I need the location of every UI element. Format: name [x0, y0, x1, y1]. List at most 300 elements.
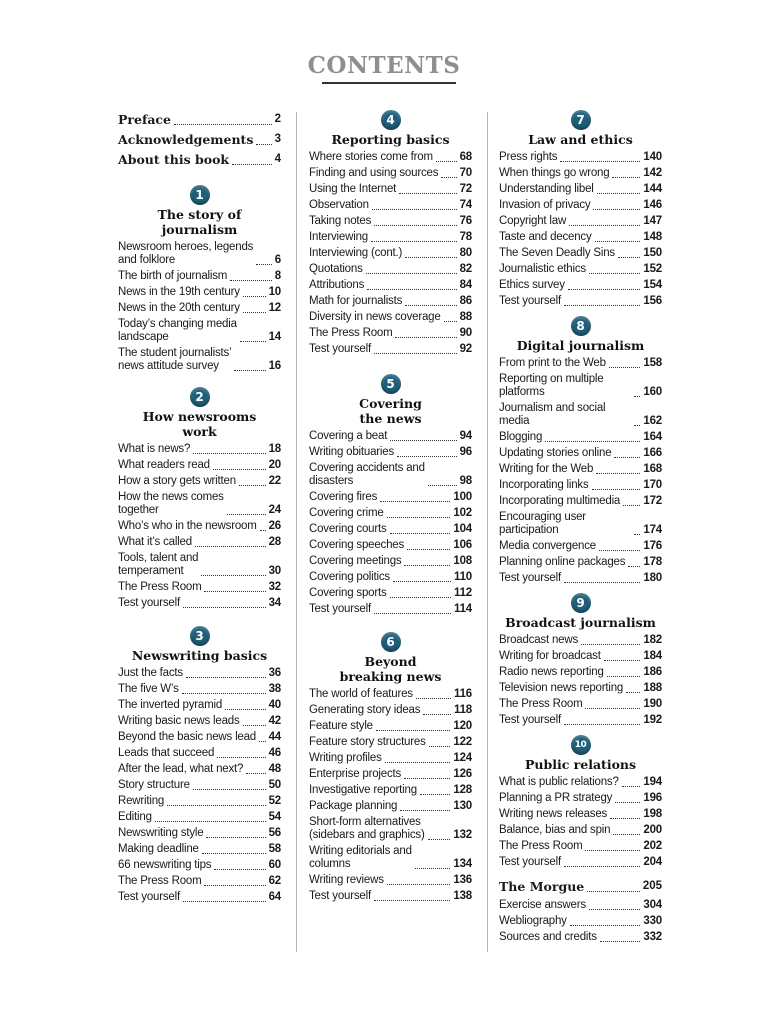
page-number: 174	[643, 524, 662, 536]
toc-entry[interactable]	[118, 779, 281, 792]
entry-title: After the lead, what next?	[118, 763, 244, 775]
entry-title: Making deadline	[118, 843, 199, 855]
toc-entry[interactable]	[118, 581, 281, 594]
entry-title: Covering speeches	[309, 539, 405, 551]
chapter-heading	[118, 387, 281, 439]
entry-title: Covering politics	[309, 571, 390, 583]
entry-title: Blogging	[499, 431, 543, 443]
toc-entry[interactable]	[309, 784, 472, 797]
entry-title: Test yourself	[309, 603, 371, 615]
dot-leader	[405, 257, 456, 258]
toc-entry[interactable]	[499, 634, 662, 647]
page-number: 70	[459, 167, 472, 179]
toc-entry[interactable]	[309, 845, 472, 871]
toc-entry[interactable]	[118, 302, 281, 315]
toc-entry[interactable]	[499, 402, 662, 428]
toc-entry[interactable]	[118, 520, 281, 533]
dot-leader	[214, 869, 265, 870]
dot-leader	[570, 925, 641, 926]
toc-entry[interactable]	[499, 215, 662, 228]
entry-title: Editing	[118, 811, 152, 823]
toc-entry[interactable]	[118, 891, 281, 904]
dot-leader	[416, 698, 451, 699]
page-number: 84	[459, 279, 472, 291]
entry-title: Enterprise projects	[309, 768, 402, 780]
page-number: 146	[643, 199, 662, 211]
entry-title: Sources and credits	[499, 931, 597, 943]
chapter-entries	[118, 443, 281, 610]
entry-title: Ethics survey	[499, 279, 565, 291]
page-number: 158	[643, 357, 662, 369]
entry-title: Tools, talent and temperament	[118, 552, 199, 577]
entry-title: The birth of journalism	[118, 270, 228, 282]
page-number: 147	[643, 215, 662, 227]
entry-title: Test yourself	[499, 714, 561, 726]
page-number: 150	[643, 247, 662, 259]
toc-entry[interactable]	[118, 795, 281, 808]
toc-entry[interactable]	[309, 587, 472, 600]
entry-title: Writing obituaries	[309, 446, 395, 458]
dot-leader	[399, 193, 456, 194]
toc-entry[interactable]	[118, 843, 281, 856]
page-number: 90	[459, 327, 472, 339]
chapter-section	[499, 110, 662, 308]
entry-title: Beyond the basic news lead	[118, 731, 257, 743]
page-number: 124	[453, 752, 472, 764]
page-number: 120	[453, 720, 472, 732]
dot-leader	[217, 757, 265, 758]
chapter-title: Beyond breaking news	[339, 654, 442, 684]
page-number: 152	[643, 263, 662, 275]
entry-title: Using the Internet	[309, 183, 397, 195]
toc-entry[interactable]	[118, 859, 281, 872]
entry-title: What it’s called	[118, 536, 192, 548]
dot-leader	[428, 839, 451, 840]
toc-entry[interactable]	[118, 731, 281, 744]
chapter-entries	[118, 241, 281, 373]
dot-leader	[560, 161, 640, 162]
page-number: 58	[268, 843, 281, 855]
toc-entry[interactable]	[499, 879, 662, 894]
page-number: 64	[268, 891, 281, 903]
page-number: 24	[268, 504, 281, 516]
toc-entry[interactable]	[499, 540, 662, 553]
toc-entry[interactable]	[309, 430, 472, 443]
dot-leader	[612, 177, 640, 178]
dot-leader	[568, 289, 641, 290]
entry-title: Test yourself	[118, 891, 180, 903]
toc-entry[interactable]	[499, 295, 662, 308]
entry-title: Diversity in news coverage	[309, 311, 441, 323]
page-number: 205	[642, 880, 662, 892]
toc-entry[interactable]	[118, 112, 281, 127]
toc-entry[interactable]	[309, 263, 472, 276]
toc-entry[interactable]	[309, 295, 472, 308]
chapter-number-badge: 6	[381, 632, 401, 652]
dot-leader	[613, 834, 640, 835]
dot-leader	[436, 161, 457, 162]
page-number: 102	[453, 507, 472, 519]
toc-entry[interactable]	[499, 479, 662, 492]
page-number: 134	[453, 858, 472, 870]
dot-leader	[390, 597, 452, 598]
entry-title: Covering fires	[309, 491, 378, 503]
dot-leader	[174, 124, 272, 125]
page-number: 114	[454, 603, 472, 615]
page-number: 3	[274, 133, 281, 145]
dot-leader	[622, 786, 641, 787]
contents-column-3	[499, 110, 662, 947]
dot-leader	[193, 453, 265, 454]
toc-entry[interactable]	[309, 199, 472, 212]
toc-entry[interactable]	[499, 792, 662, 805]
entry-title: The Press Room	[118, 875, 202, 887]
toc-entry[interactable]	[309, 523, 472, 536]
dot-leader	[564, 582, 640, 583]
entry-title: Planning a PR strategy	[499, 792, 613, 804]
dot-leader	[596, 473, 640, 474]
toc-entry[interactable]	[499, 824, 662, 837]
toc-entry[interactable]	[309, 507, 472, 520]
dot-leader	[564, 305, 640, 306]
toc-entry[interactable]	[309, 231, 472, 244]
toc-entry[interactable]	[499, 447, 662, 460]
dot-leader	[260, 530, 266, 531]
toc-entry[interactable]	[118, 683, 281, 696]
toc-entry[interactable]	[499, 167, 662, 180]
toc-entry[interactable]	[499, 698, 662, 711]
entry-title: Feature story structures	[309, 736, 426, 748]
page-number: 32	[268, 581, 281, 593]
page-number: 98	[459, 475, 472, 487]
toc-entry[interactable]	[499, 682, 662, 695]
entry-title: Television news reporting	[499, 682, 624, 694]
entry-title: Test yourself	[499, 295, 561, 307]
entry-title: Test yourself	[309, 890, 371, 902]
entry-title: Writing news releases	[499, 808, 608, 820]
toc-entry[interactable]	[499, 572, 662, 585]
toc-entry[interactable]	[118, 747, 281, 760]
dot-leader	[395, 337, 456, 338]
entry-title: Attributions	[309, 279, 365, 291]
entry-title: The five W’s	[118, 683, 179, 695]
dot-leader	[193, 789, 266, 790]
dot-leader	[393, 581, 451, 582]
page-number: 20	[268, 459, 281, 471]
toc-entry[interactable]	[118, 811, 281, 824]
chapter-heading	[309, 632, 472, 684]
toc-entry[interactable]	[499, 840, 662, 853]
entry-title: The student journalists’ news attitude survey	[118, 347, 232, 372]
page-number: 126	[453, 768, 472, 780]
toc-entry[interactable]	[499, 511, 662, 537]
page-number: 78	[459, 231, 472, 243]
toc-entry[interactable]	[499, 931, 662, 944]
page-number: 140	[643, 151, 662, 163]
entry-title: Understanding libel	[499, 183, 594, 195]
toc-entry[interactable]	[499, 666, 662, 679]
toc-entry[interactable]	[499, 899, 662, 912]
toc-entry[interactable]	[499, 199, 662, 212]
toc-entry[interactable]	[309, 890, 472, 903]
toc-entry[interactable]	[118, 270, 281, 283]
entry-title: The Press Room	[118, 581, 202, 593]
page-number: 112	[454, 587, 472, 599]
toc-entry[interactable]	[309, 752, 472, 765]
toc-entry[interactable]	[118, 443, 281, 456]
toc-entry[interactable]	[499, 151, 662, 164]
dot-leader	[400, 810, 450, 811]
dot-leader	[564, 866, 640, 867]
toc-entry[interactable]	[499, 776, 662, 789]
entry-title: Copyright law	[499, 215, 567, 227]
entry-title: What readers read	[118, 459, 210, 471]
toc-entry[interactable]	[309, 446, 472, 459]
dot-leader	[204, 885, 265, 886]
entry-title: Encouraging user participation	[499, 511, 586, 536]
entry-title: The Morgue	[499, 879, 585, 894]
page-number: 180	[643, 572, 662, 584]
toc-entry[interactable]	[309, 462, 472, 488]
page-number: 130	[453, 800, 472, 812]
page-number: 332	[643, 931, 662, 943]
page-number: 188	[643, 682, 662, 694]
chapter-number-badge: 10	[571, 735, 591, 755]
toc-entry[interactable]	[118, 286, 281, 299]
toc-entry[interactable]	[118, 152, 281, 167]
page-title: CONTENTS	[307, 52, 461, 79]
page-number: 192	[643, 714, 662, 726]
page-number: 154	[643, 279, 662, 291]
dot-leader	[404, 565, 450, 566]
chapter-section	[309, 632, 472, 903]
toc-entry[interactable]	[309, 311, 472, 324]
toc-entry[interactable]	[499, 431, 662, 444]
toc-entry[interactable]	[499, 556, 662, 569]
page-number: 110	[454, 571, 472, 583]
page-number: 162	[643, 415, 662, 427]
entry-title: The Seven Deadly Sins	[499, 247, 615, 259]
toc-entry[interactable]	[309, 800, 472, 813]
chapter-section	[499, 593, 662, 727]
dot-leader	[256, 144, 271, 145]
entry-title: Writing for the Web	[499, 463, 594, 475]
toc-entry[interactable]	[118, 475, 281, 488]
entry-title: Taste and decency	[499, 231, 592, 243]
column-divider	[487, 112, 488, 952]
dot-leader	[367, 289, 456, 290]
toc-entry[interactable]	[309, 247, 472, 260]
page-number: 116	[454, 688, 472, 700]
entry-title: Test yourself	[118, 597, 180, 609]
toc-entry[interactable]	[118, 491, 281, 517]
page-number: 68	[459, 151, 472, 163]
toc-entry[interactable]	[118, 132, 281, 147]
entry-title: Who’s who in the newsroom	[118, 520, 257, 532]
entry-title: How the news comes together	[118, 491, 224, 516]
page-number: 42	[268, 715, 281, 727]
entry-title: What is public relations?	[499, 776, 619, 788]
toc-entry[interactable]	[118, 827, 281, 840]
toc-entry[interactable]	[309, 491, 472, 504]
chapter-title: Law and ethics	[528, 132, 633, 147]
toc-entry[interactable]	[499, 231, 662, 244]
toc-entry[interactable]	[309, 816, 472, 842]
page-number: 128	[453, 784, 472, 796]
dot-leader	[182, 693, 266, 694]
dot-leader	[387, 517, 451, 518]
entry-title: The world of features	[309, 688, 413, 700]
toc-entry[interactable]	[499, 463, 662, 476]
page-number: 36	[268, 667, 281, 679]
toc-entry[interactable]	[499, 856, 662, 869]
toc-entry[interactable]	[309, 720, 472, 733]
toc-entry[interactable]	[499, 183, 662, 196]
entry-title: Journalism and social media	[499, 402, 606, 427]
entry-title: Investigative reporting	[309, 784, 417, 796]
dot-leader	[186, 677, 266, 678]
page-number: 48	[268, 763, 281, 775]
page-number: 330	[643, 915, 662, 927]
toc-entry[interactable]	[118, 552, 281, 578]
chapter-number-badge: 3	[190, 626, 210, 646]
dot-leader	[201, 575, 265, 576]
toc-entry[interactable]	[499, 263, 662, 276]
page-number: 184	[643, 650, 662, 662]
toc-entry[interactable]	[499, 808, 662, 821]
toc-entry[interactable]	[118, 459, 281, 472]
entry-title: What is news?	[118, 443, 191, 455]
toc-entry[interactable]	[309, 279, 472, 292]
toc-entry[interactable]	[499, 714, 662, 727]
page-number: 38	[268, 683, 281, 695]
toc-entry[interactable]	[118, 699, 281, 712]
dot-leader	[239, 485, 266, 486]
dot-leader	[183, 607, 266, 608]
dot-leader	[618, 257, 640, 258]
entry-title: Writing for broadcast	[499, 650, 601, 662]
toc-entry[interactable]	[499, 357, 662, 370]
title-underline	[322, 82, 456, 84]
entry-title: Math for journalists	[309, 295, 403, 307]
dot-leader	[376, 730, 451, 731]
toc-entry[interactable]	[118, 875, 281, 888]
entry-title: The Press Room	[499, 698, 583, 710]
entry-title: Finding and using sources	[309, 167, 439, 179]
page-number: 194	[643, 776, 662, 788]
dot-leader	[230, 280, 272, 281]
toc-entry[interactable]	[118, 241, 281, 267]
dot-leader	[246, 773, 265, 774]
toc-entry[interactable]	[499, 915, 662, 928]
toc-entry[interactable]	[309, 736, 472, 749]
page-number: 44	[268, 731, 281, 743]
toc-entry[interactable]	[118, 318, 281, 344]
toc-entry[interactable]	[499, 495, 662, 508]
page-number: 40	[268, 699, 281, 711]
page-number: 4	[274, 153, 281, 165]
page-number: 16	[268, 360, 281, 372]
entry-title: Media convergence	[499, 540, 596, 552]
toc-entry[interactable]	[118, 715, 281, 728]
toc-entry[interactable]	[309, 688, 472, 701]
entry-title: Test yourself	[499, 856, 561, 868]
dot-leader	[623, 505, 640, 506]
page-number: 10	[268, 286, 281, 298]
toc-entry[interactable]	[309, 874, 472, 887]
dot-leader	[405, 305, 456, 306]
page-number: 94	[459, 430, 472, 442]
entry-title: About this book	[118, 152, 230, 167]
dot-leader	[374, 613, 451, 614]
page-number: 168	[643, 463, 662, 475]
toc-entry[interactable]	[309, 555, 472, 568]
toc-entry[interactable]	[309, 571, 472, 584]
dot-leader	[195, 546, 266, 547]
entry-title: News in the 19th century	[118, 286, 240, 298]
chapter-entries	[309, 151, 472, 356]
page-number: 54	[268, 811, 281, 823]
toc-entry[interactable]	[309, 343, 472, 356]
dot-leader	[428, 485, 457, 486]
toc-entry[interactable]	[499, 650, 662, 663]
toc-entry[interactable]	[499, 279, 662, 292]
dot-leader	[243, 725, 266, 726]
toc-entry[interactable]	[309, 215, 472, 228]
entry-title: Today’s changing media landscape	[118, 318, 237, 343]
toc-entry[interactable]	[309, 603, 472, 616]
page-number: 46	[268, 747, 281, 759]
dot-leader	[585, 850, 640, 851]
chapter-title: Public relations	[524, 757, 637, 772]
toc-entry[interactable]	[309, 167, 472, 180]
page-number: 170	[643, 479, 662, 491]
page-number: 100	[453, 491, 472, 503]
page-number: 72	[459, 183, 472, 195]
dot-leader	[397, 456, 457, 457]
page-number: 304	[643, 899, 662, 911]
toc-entry[interactable]	[309, 704, 472, 717]
toc-entry[interactable]	[118, 763, 281, 776]
dot-leader	[597, 193, 641, 194]
dot-leader	[604, 660, 641, 661]
entry-title: Covering sports	[309, 587, 387, 599]
entry-title: 66 newswriting tips	[118, 859, 212, 871]
toc-entry[interactable]	[309, 539, 472, 552]
toc-entry[interactable]	[309, 183, 472, 196]
toc-entry[interactable]	[118, 667, 281, 680]
toc-entry[interactable]	[118, 536, 281, 549]
page-number: 106	[453, 539, 472, 551]
toc-entry[interactable]	[499, 247, 662, 260]
page-number: 122	[453, 736, 472, 748]
dot-leader	[387, 884, 451, 885]
dot-leader	[610, 818, 640, 819]
toc-entry[interactable]	[499, 373, 662, 399]
page-number: 160	[643, 386, 662, 398]
page-number: 202	[643, 840, 662, 852]
page-number: 196	[643, 792, 662, 804]
toc-entry[interactable]	[118, 347, 281, 373]
dot-leader	[227, 514, 266, 515]
entry-title: Writing reviews	[309, 874, 384, 886]
chapter-entries	[309, 430, 472, 616]
dot-leader	[589, 273, 640, 274]
toc-entry[interactable]	[309, 151, 472, 164]
toc-entry[interactable]	[118, 597, 281, 610]
toc-entry[interactable]	[309, 327, 472, 340]
toc-entry[interactable]	[309, 768, 472, 781]
